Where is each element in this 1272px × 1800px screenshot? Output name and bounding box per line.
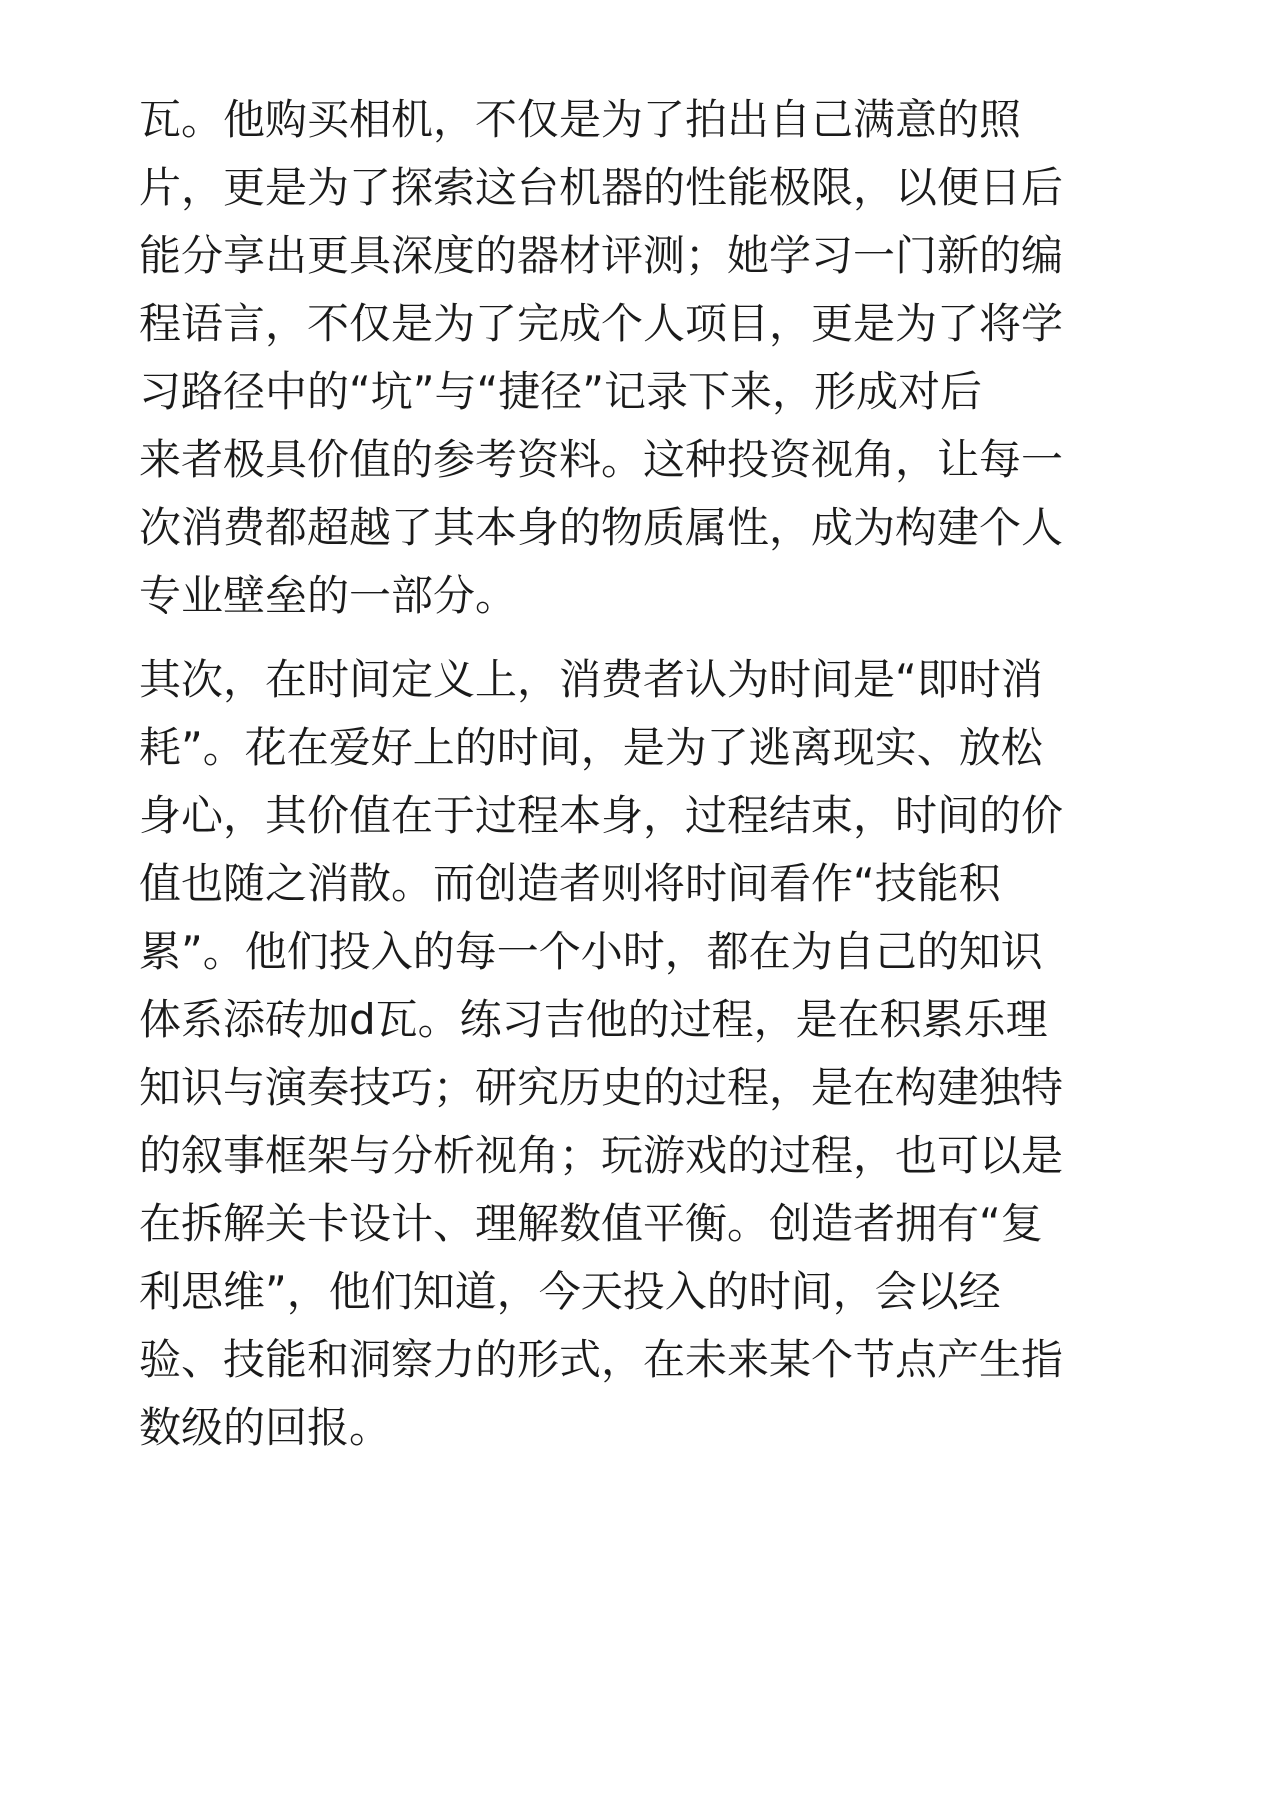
- text-line: 习路径中的“坑”与“捷径”记录下来，形成对后: [139, 367, 983, 416]
- text-line: 数级的回报。: [139, 1403, 392, 1452]
- text-line: 来者极具价值的参考资料。这种投资视角，让每一: [139, 435, 1064, 484]
- text-line: 的叙事框架与分析视角；玩游戏的过程，也可以是: [139, 1131, 1064, 1180]
- text-line: 体系添砖加d瓦。练习吉他的过程，是在积累乐理: [139, 995, 1048, 1044]
- text-line: 次消费都超越了其本身的物质属性，成为构建个人: [139, 503, 1064, 552]
- text-line: 值也随之消散。而创造者则将时间看作“技能积: [139, 859, 1001, 908]
- text-line: 在拆解关卡设计、理解数值平衡。创造者拥有“复: [139, 1199, 1043, 1248]
- text-line: 专业壁垒的一部分。: [139, 571, 518, 620]
- text-line: 利思维”，他们知道，今天投入的时间，会以经: [139, 1267, 1001, 1316]
- text-line: 能分享出更具深度的器材评测；她学习一门新的编: [139, 231, 1064, 280]
- text-line: 程语言，不仅是为了完成个人项目，更是为了将学: [139, 299, 1064, 348]
- paragraph-1: [139, 86, 1139, 630]
- article-body: [139, 86, 1139, 1462]
- text-line: 片，更是为了探索这台机器的性能极限，以便日后: [139, 163, 1064, 212]
- text-line: 知识与演奏技巧；研究历史的过程，是在构建独特: [139, 1063, 1064, 1112]
- text-line: 验、技能和洞察力的形式，在未来某个节点产生指: [139, 1335, 1064, 1384]
- text-line: 瓦。他购买相机，不仅是为了拍出自己满意的照: [139, 95, 1022, 144]
- text-line: 耗”。花在爱好上的时间，是为了逃离现实、放松: [139, 723, 1043, 772]
- paragraph-spacer: [139, 630, 1139, 646]
- text-line: 其次，在时间定义上，消费者认为时间是“即时消: [139, 655, 1043, 704]
- text-line: 身心，其价值在于过程本身，过程结束，时间的价: [139, 791, 1064, 840]
- paragraph-2: [139, 646, 1139, 1462]
- text-line: 累”。他们投入的每一个小时，都在为自己的知识: [139, 927, 1043, 976]
